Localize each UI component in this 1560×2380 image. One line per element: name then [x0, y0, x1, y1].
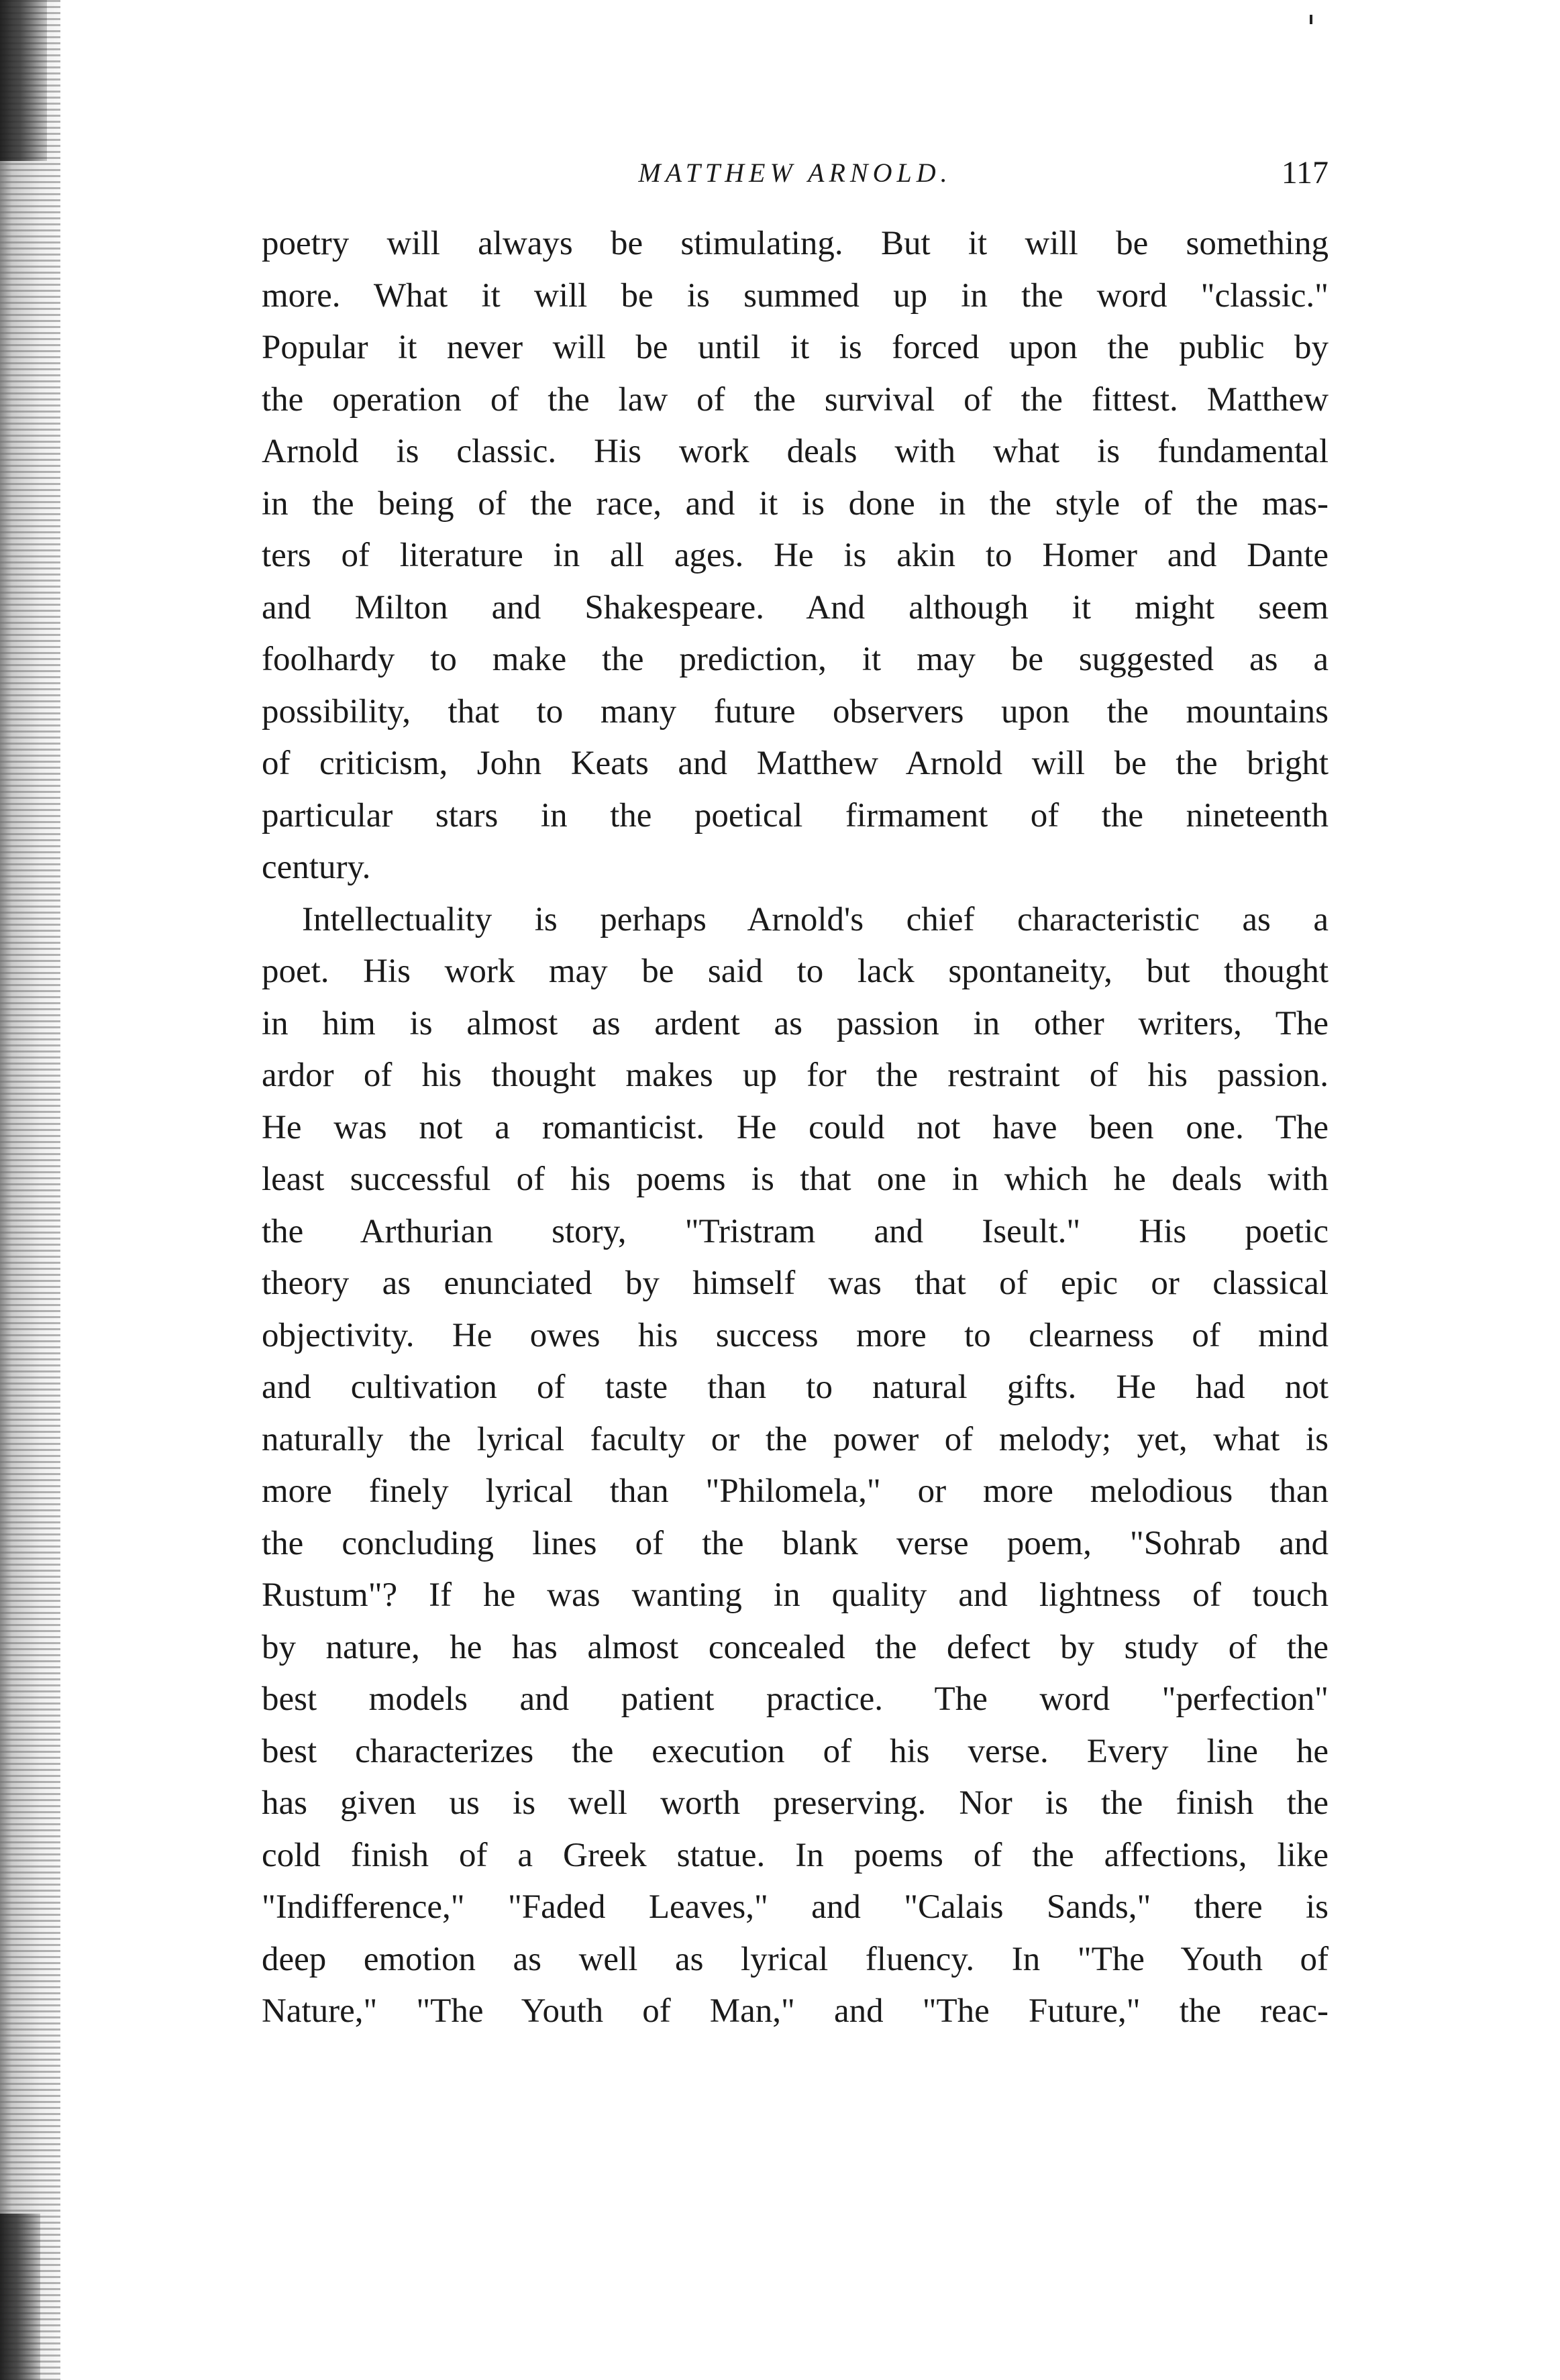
text-line: possibility, that to many future observers upon the mountains	[262, 692, 1329, 731]
page-number: 117	[1281, 155, 1329, 191]
text-line: naturally the lyrical faculty or the power of melody; yet, what is	[262, 1420, 1329, 1458]
text-line: theory as enunciated by himself was that of epic or classical	[262, 1264, 1329, 1302]
text-line: He was not a romanticist. He could not have been one. The	[262, 1108, 1329, 1146]
running-title: MATTHEW ARNOLD.	[638, 158, 952, 188]
text-line: Nature," "The Youth of Man," and "The Future," the reac-	[262, 1992, 1329, 2030]
text-line: best characterizes the execution of his verse. Every line he	[262, 1732, 1329, 1770]
text-line: the Arthurian story, "Tristram and Iseult." His poetic	[262, 1212, 1329, 1250]
text-line: of criticism, John Keats and Matthew Arnold will be the bright	[262, 745, 1329, 782]
text-line: and Milton and Shakespeare. And although it might seem	[262, 588, 1329, 627]
text-line: "Indifference," "Faded Leaves," and "Calais Sands," there is	[262, 1888, 1329, 1926]
text-line: deep emotion as well as lyrical fluency. In "The Youth of	[262, 1940, 1329, 1978]
text-line: Intellectuality is perhaps Arnold's chief characteristic as a	[302, 900, 1329, 938]
scan-mark	[1310, 15, 1312, 24]
text-line: poetry will always be stimulating. But it will be something	[262, 225, 1329, 262]
text-line: in the being of the race, and it is done in the style of the mas-	[262, 484, 1329, 523]
text-line: Popular it never will be until it is forced upon the public by	[262, 329, 1329, 366]
text-line: ardor of his thought makes up for the restraint of his passion.	[262, 1057, 1329, 1094]
text-line: particular stars in the poetical firmament of the nineteenth	[262, 796, 1329, 834]
text-line: the operation of the law of the survival of the fittest. Matthew	[262, 380, 1329, 419]
text-line: least successful of his poems is that one in which he deals with	[262, 1160, 1329, 1198]
binding-shadow-bottom	[0, 2214, 40, 2380]
text-line: more. What it will be is summed up in the word "classic."	[262, 276, 1329, 315]
text-line: and cultivation of taste than to natural gifts. He had not	[262, 1368, 1329, 1406]
text-line: has given us is well worth preserving. Nor is the finish the	[262, 1784, 1329, 1822]
text-line: more finely lyrical than "Philomela," or more melodious than	[262, 1472, 1329, 1510]
text-line: poet. His work may be said to lack spontaneity, but thought	[262, 953, 1329, 990]
paragraph	[262, 218, 1329, 894]
paragraph	[262, 894, 1329, 2038]
text-line: in him is almost as ardent as passion in other writers, The	[262, 1004, 1329, 1042]
text-line: foolhardy to make the prediction, it may be suggested as a	[262, 641, 1329, 678]
binding-edge	[0, 0, 60, 2380]
text-line: Rustum"? If he was wanting in quality and lightness of touch	[262, 1576, 1329, 1614]
running-head	[262, 148, 1329, 195]
text-line: the concluding lines of the blank verse poem, "Sohrab and	[262, 1524, 1329, 1562]
text-line: century.	[262, 849, 371, 886]
text-line: Arnold is classic. His work deals with what is fundamental	[262, 433, 1329, 470]
text-line: best models and patient practice. The word "perfection"	[262, 1680, 1329, 1718]
text-line: objectivity. He owes his success more to clearness of mind	[262, 1316, 1329, 1354]
text-line: by nature, he has almost concealed the defect by study of the	[262, 1628, 1329, 1666]
binding-shadow-top	[0, 0, 47, 161]
text-line: cold finish of a Greek statue. In poems of the affections, like	[262, 1836, 1329, 1874]
body-text	[262, 218, 1329, 2038]
text-line: ters of literature in all ages. He is akin to Homer and Dante	[262, 537, 1329, 574]
